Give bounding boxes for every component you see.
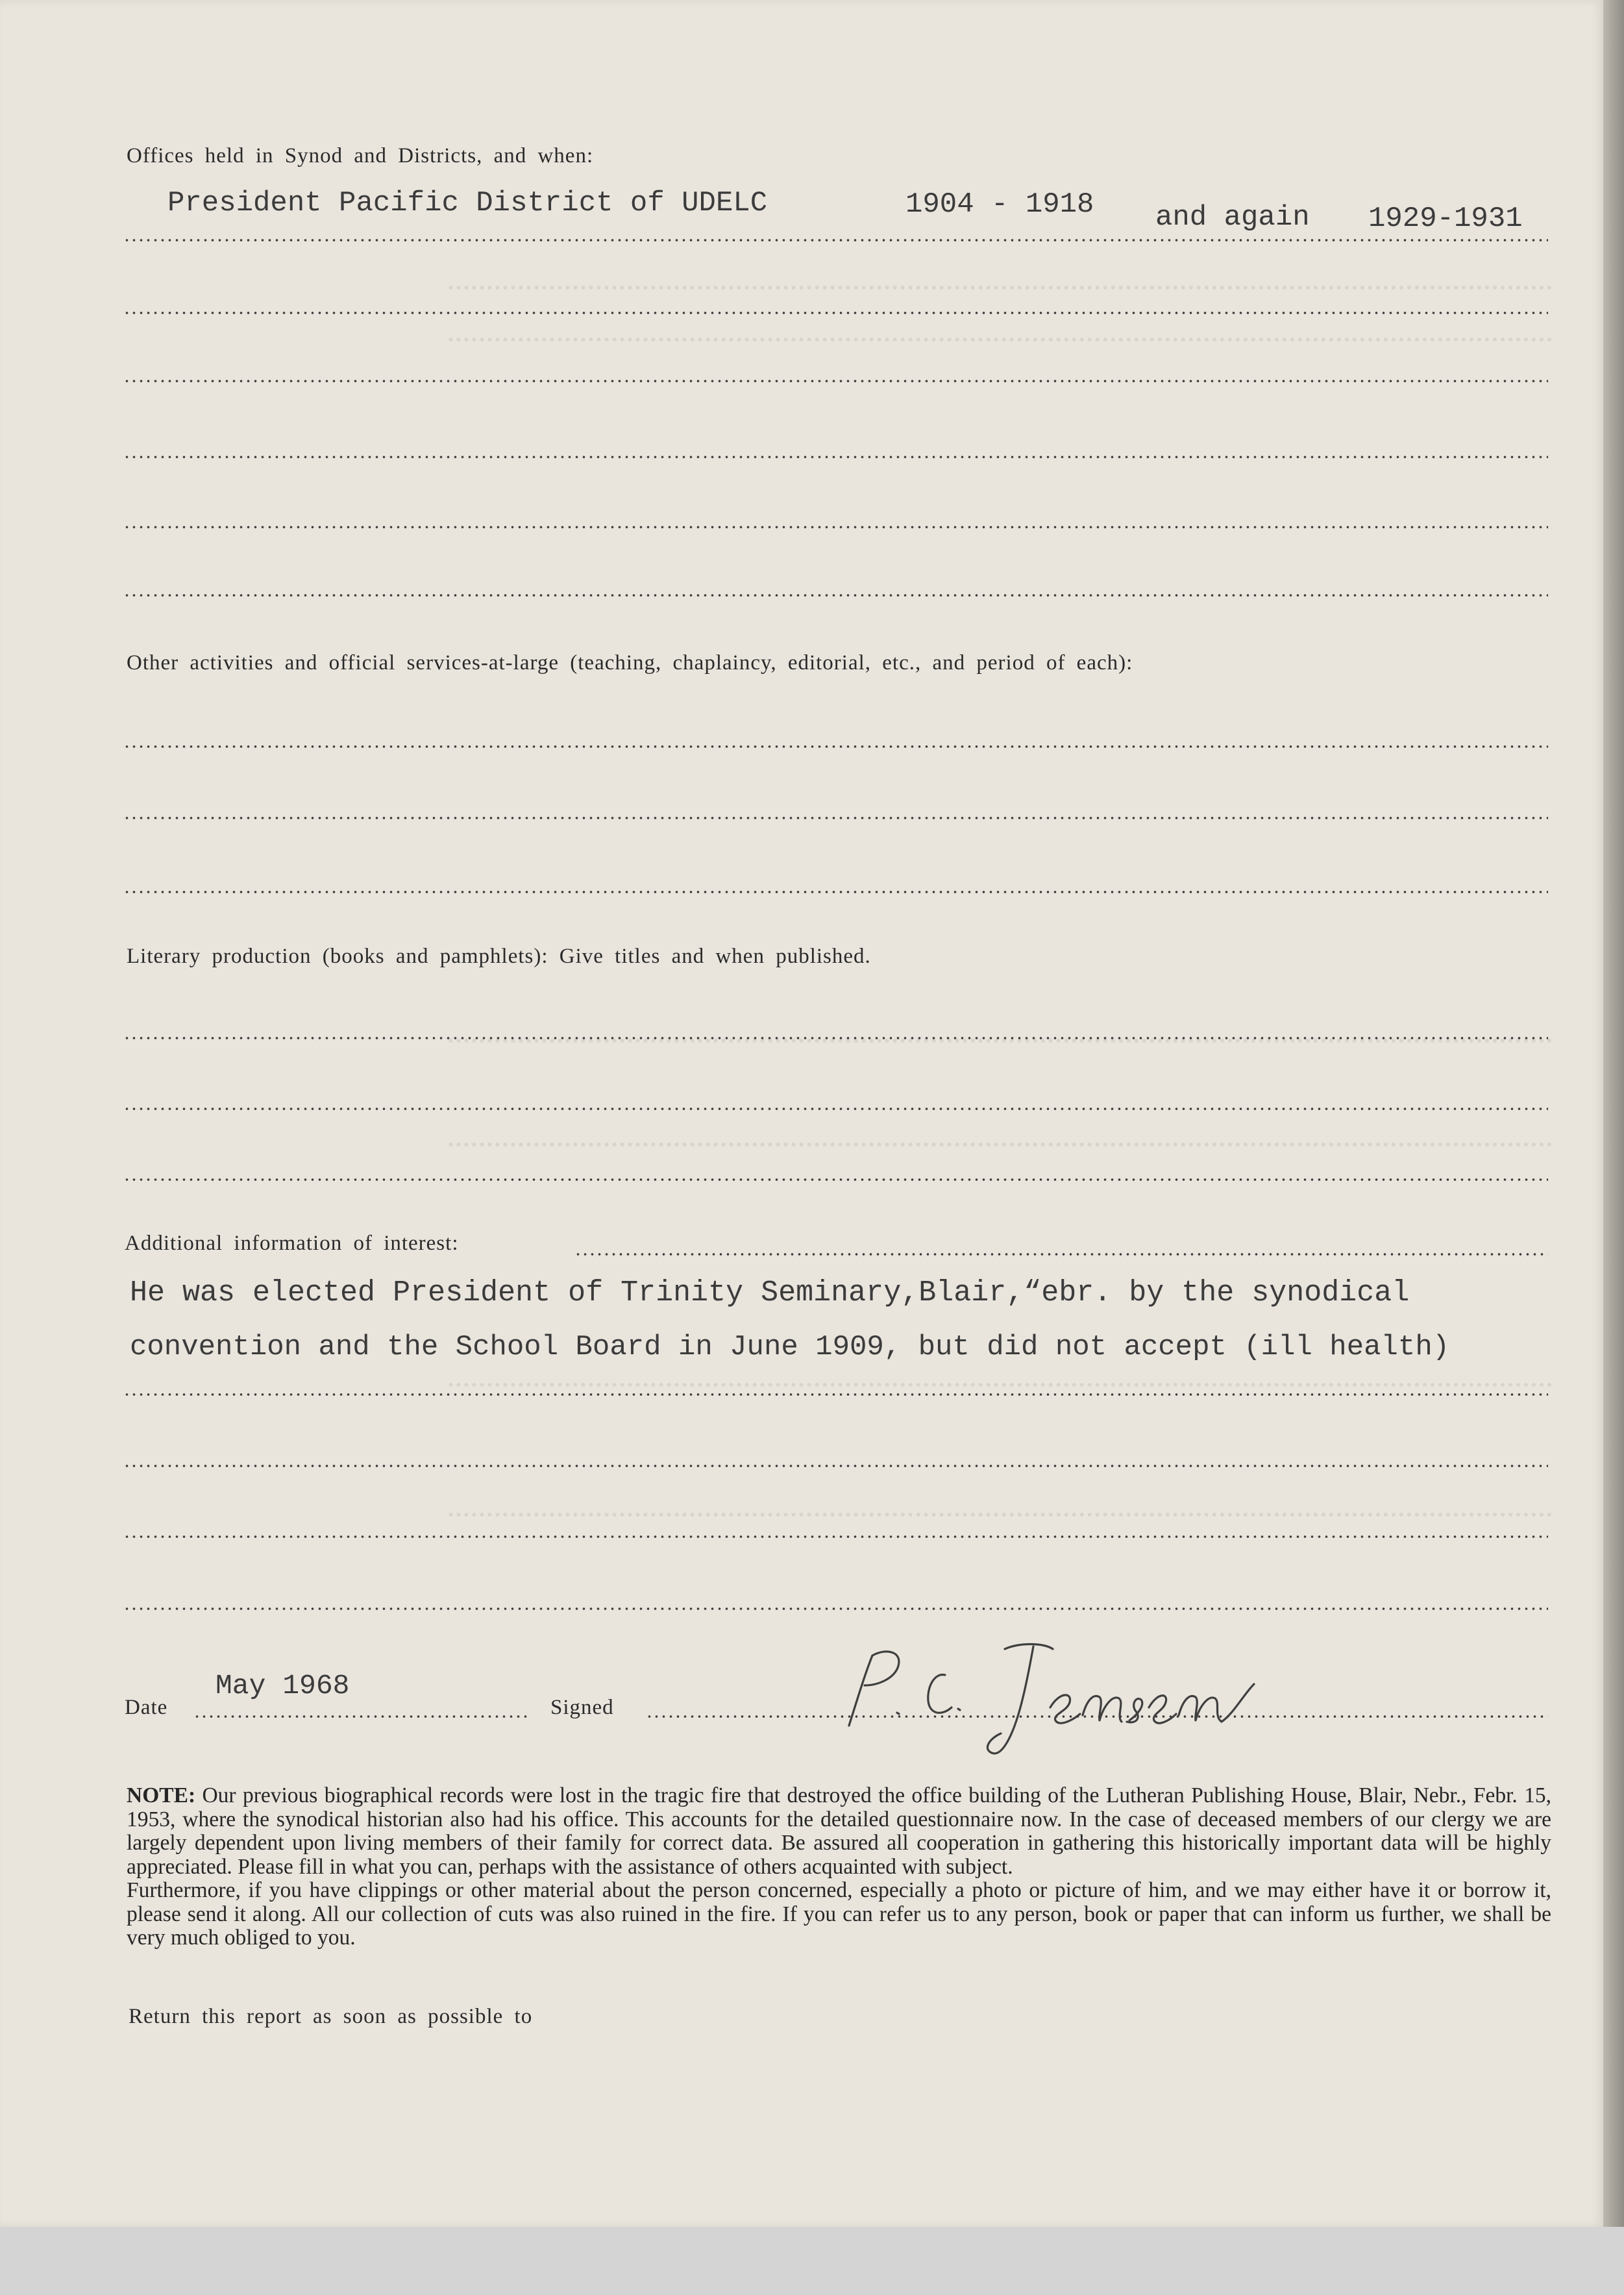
literary-line-2[interactable]: [123, 1108, 1548, 1110]
offices-line-6[interactable]: [123, 594, 1548, 597]
scanner-background: [0, 2227, 1624, 2295]
offices-line-4[interactable]: [123, 456, 1548, 458]
note-paragraph-1: Our previous biographical records were lost in the tragic fire that destroyed the office building of the Lutheran Publishing House, Blair, Nebr., Febr. 15, 1953, where the synodical historian also had his office. This accounts for the detailed questionnaire now. In the case of deceased members of our clergy we are largely dependent upon living members of their family for correct data. Be assured all cooperation in gathering this historically important data will be highly appreciated. Please fill in what you can, perhaps with the assistance of others acquainted with subject.: [127, 1783, 1552, 1879]
note-block: [127, 1784, 1551, 1950]
other-activities-line-2[interactable]: [123, 817, 1548, 819]
offices-entry-main: President Pacific District of UDELC: [167, 187, 768, 219]
additional-line-2[interactable]: [123, 1465, 1548, 1467]
literary-label: Literary production (books and pamphlets): Give titles and when published.: [127, 945, 871, 968]
literary-line-3[interactable]: [123, 1178, 1548, 1181]
other-activities-line-3[interactable]: [123, 891, 1548, 893]
offices-line-3[interactable]: [123, 380, 1548, 382]
note-label: NOTE:: [127, 1783, 196, 1807]
signed-label: Signed: [550, 1696, 614, 1719]
date-line[interactable]: [193, 1715, 531, 1718]
additional-line-0[interactable]: [574, 1253, 1548, 1256]
additional-line-1[interactable]: [123, 1393, 1548, 1396]
additional-label: Additional information of interest:: [125, 1232, 459, 1255]
return-label: Return this report as soon as possible to: [129, 2005, 533, 2028]
additional-typed-line-1[interactable]: He was elected President of Trinity Seminary,Blair,“ebr. by the synodical: [130, 1276, 1410, 1309]
signature: [831, 1630, 1298, 1766]
offices-label: Offices held in Synod and Districts, and when:: [127, 144, 594, 167]
page-edge: [1603, 0, 1624, 2227]
literary-line-1[interactable]: [123, 1037, 1548, 1039]
offices-line-1[interactable]: [123, 239, 1548, 242]
additional-line-4[interactable]: [123, 1607, 1548, 1610]
offices-line-2[interactable]: [123, 312, 1548, 314]
date-value[interactable]: May 1968: [215, 1670, 350, 1702]
additional-line-3[interactable]: [123, 1535, 1548, 1538]
additional-typed-line-2[interactable]: convention and the School Board in June 1909, but did not accept (ill health): [130, 1331, 1450, 1363]
note-paragraph-2: Furthermore, if you have clippings or other material about the person concerned, especially a photo or picture of him, and we may either have it or borrow it, please send it along. All our collection of cuts was also ruined in the fire. If you can refer us to any person, book or paper that can inform us further, we shall be very much obliged to you.: [127, 1878, 1551, 1950]
offices-entry[interactable]: [167, 187, 767, 219]
offices-entry-years[interactable]: 1904 - 1918: [905, 188, 1094, 221]
other-activities-line-1[interactable]: [123, 745, 1548, 748]
other-activities-label: Other activities and official services-at-large (teaching, chaplaincy, editorial, etc., and period of each):: [127, 651, 1133, 675]
offices-entry-again-years[interactable]: 1929-1931: [1368, 203, 1523, 235]
date-label: Date: [125, 1696, 168, 1719]
offices-line-5[interactable]: [123, 526, 1548, 528]
offices-entry-again[interactable]: and again: [1155, 201, 1310, 234]
